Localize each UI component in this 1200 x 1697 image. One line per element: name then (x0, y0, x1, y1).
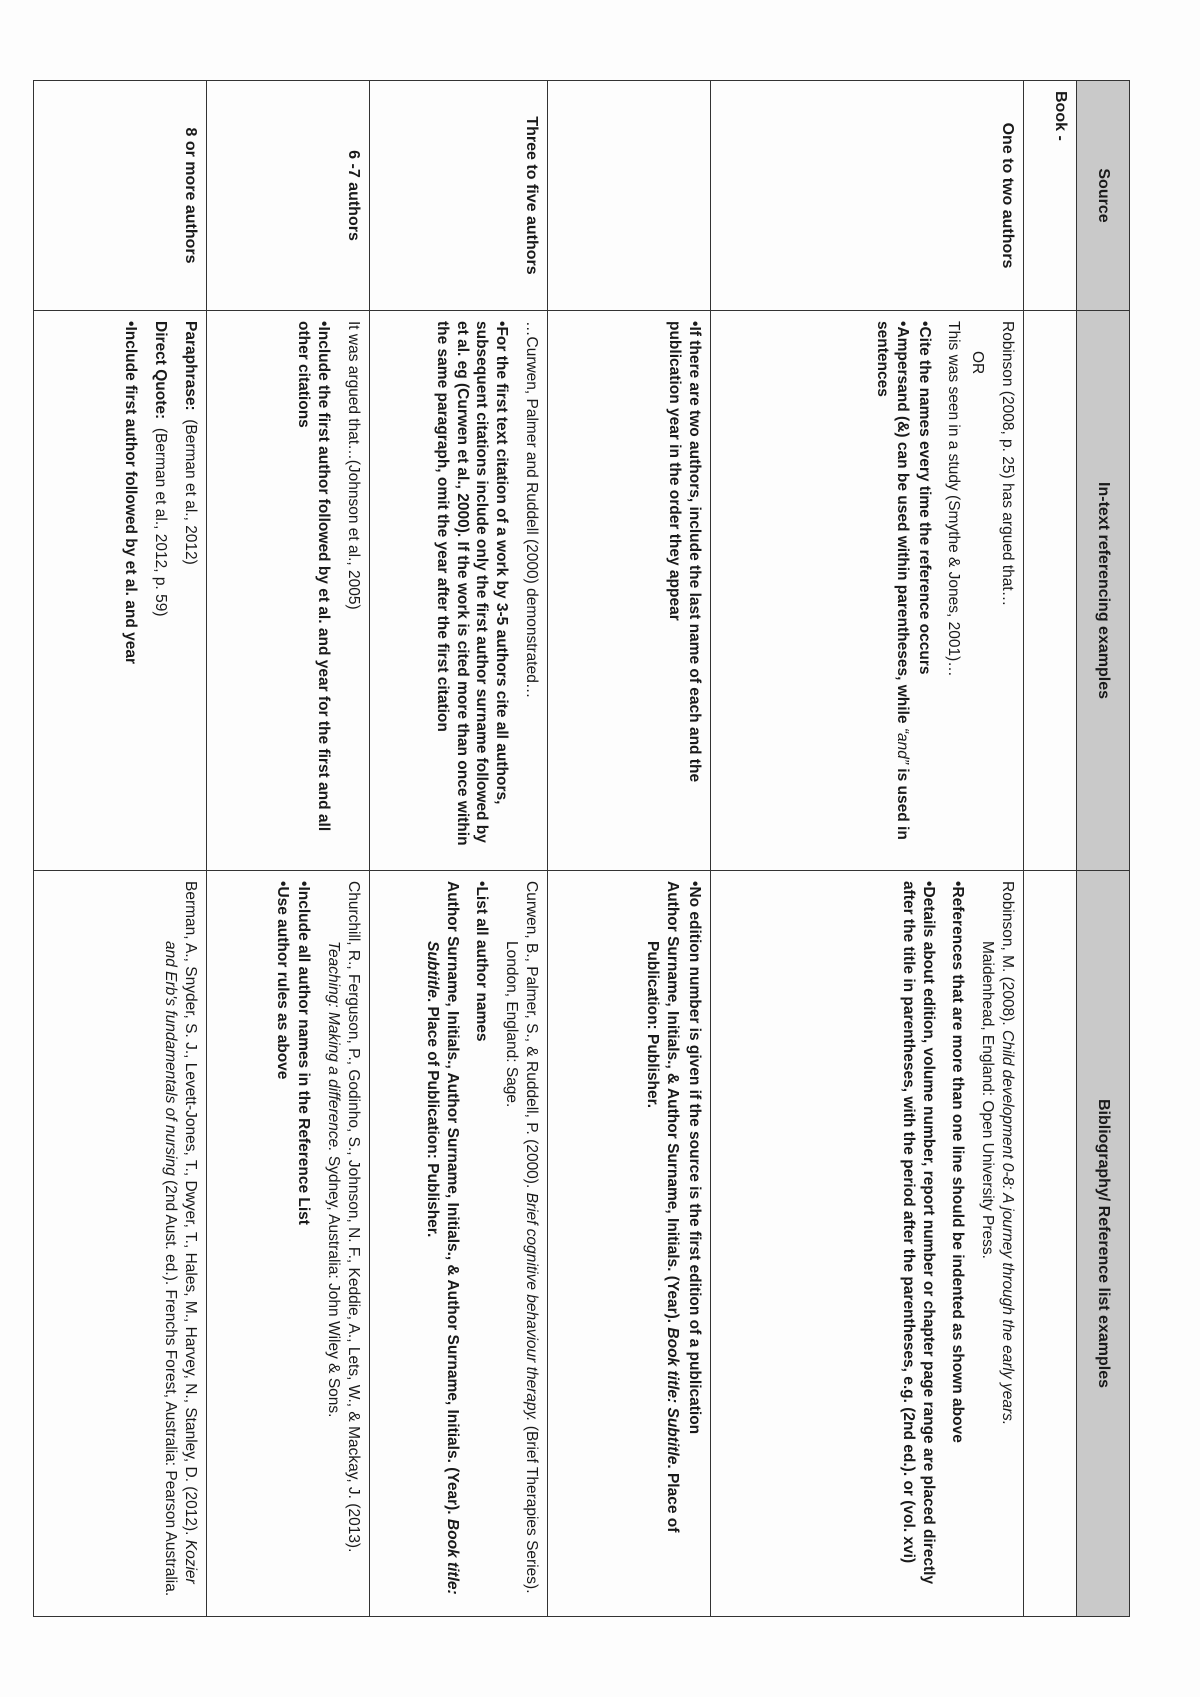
bullet2-part-b: is used in sentences (873, 321, 911, 840)
referencing-table (33, 80, 1130, 1617)
churchill-title: Teaching: Making a difference. (325, 941, 343, 1152)
book-intext-empty (1024, 311, 1077, 871)
list-all-authors-bullet: • List all author names (472, 881, 492, 1606)
format-title-3-5: Book title: Subtitle (423, 941, 461, 1595)
header-row (1077, 81, 1130, 1617)
format-publisher-3-5: . Place of Publication: Publisher. (423, 997, 441, 1238)
header-biblio: Bibliography/ Reference list examples (1077, 871, 1130, 1617)
berman-title: Kozier and Erb's fundamentals of nursing (162, 941, 199, 1584)
two-authors-bullet: • If there are two authors, include the last name of each and the publication year in the order they appear (664, 321, 704, 860)
robinson-title: Child development 0-8: A journey through the early years. (999, 1030, 1016, 1426)
one-two-bullet-1: • Cite the names every time the reference occurs (914, 321, 934, 860)
eight-more-bullet: • Include first author followed by et al. and year (121, 321, 141, 860)
berman-reference (160, 881, 200, 1606)
direct-quote-value: (Berman et al., 2012, p. 59) (152, 427, 170, 617)
six-seven-bullet: • Include the first author followed by et al. and year for the first and all other citations (294, 321, 334, 860)
two-authors-intext (548, 311, 711, 871)
six-seven-biblio (207, 871, 370, 1617)
six-seven-intext (207, 311, 370, 871)
robinson-publisher: Maidenhead, England: Open University Press. (979, 941, 997, 1259)
eight-more-authors-row (34, 81, 207, 1617)
author-rules-bullet: • Use author rules as above (272, 881, 292, 1606)
six-seven-example: It was argued that…(Johnson et al., 2005) (345, 321, 362, 610)
two-authors-biblio (548, 871, 711, 1617)
two-authors-source-empty (548, 81, 711, 311)
book-biblio-empty (1024, 871, 1077, 1617)
curwen-authors: Curwen, B., Palmer, S., & Ruddell, P. (2000). (523, 881, 540, 1193)
edition-number-bullet: • No edition number is given if the source is the first edition of a publication (684, 881, 704, 1606)
book-row (1024, 81, 1077, 1617)
include-all-names-bullet: • Include all author names in the Reference List (294, 881, 314, 1606)
three-five-biblio (370, 871, 548, 1617)
one-two-or: OR (969, 351, 987, 375)
bullet2-part-a: Ampersand (&) can be used within parentheses, while (893, 326, 911, 728)
eight-more-biblio (34, 871, 207, 1617)
robinson-reference (977, 881, 1017, 1606)
one-two-source: One to two authors (711, 81, 1024, 311)
one-two-intext (711, 311, 1024, 871)
curwen-publisher: (Brief Therapies Series). London, England: Sage. (503, 941, 540, 1594)
direct-quote-label: Direct Quote: (152, 321, 170, 420)
berman-authors: Berman, A., Snyder, S. J., Levett-Jones, T., Dwyer, T., Hales, M., Harvey, N., Stanley, D. (2012). (182, 881, 199, 1540)
direct-quote-line (150, 321, 170, 860)
format-publisher: . Place of Publication: Publisher. (644, 941, 682, 1533)
bullet2-and: “and” (893, 727, 911, 764)
churchill-reference (323, 881, 363, 1606)
header-intext: In-text referencing examples (1077, 311, 1130, 871)
two-authors-format (643, 881, 683, 1606)
paraphrase-value: (Berman et al., 2012) (182, 419, 199, 565)
curwen-title: Brief cognitive behaviour therapy. (523, 1192, 540, 1422)
three-five-source: Three to five authors (370, 81, 548, 311)
three-five-format (422, 881, 462, 1606)
one-two-example-2: This was seen in a study (Smythe & Jones, 2001)… (945, 321, 963, 677)
format-authors-3-5: Author Surname, Initials., Author Surname, Initials., & Author Surname, Initials. (Year). (443, 881, 461, 1519)
three-five-authors-row (370, 81, 548, 1617)
one-two-example-1: Robinson (2008, p. 25) has argued that… (999, 321, 1016, 607)
eight-more-intext (34, 311, 207, 871)
six-seven-source: 6 -7 authors (207, 81, 370, 311)
churchill-authors: Churchill, R., Ferguson, P., Godinho, S., Johnson, N. F., Keddie, A., Lets, W., & Mackay, J. (2013). (345, 881, 362, 1553)
robinson-authors: Robinson, M. (2008). (999, 881, 1016, 1031)
curwen-reference (501, 881, 541, 1606)
churchill-publisher: Sydney, Australia: John Wiley & Sons. (325, 1151, 343, 1418)
one-two-bullet-2 (872, 321, 912, 860)
rotated-table-container (114, 80, 1130, 1616)
indent-rule-bullet: • References that are more than one line should be indented as shown above (948, 881, 968, 1606)
three-five-example: …Curwen, Palmer and Ruddell (2000) demonstrated… (523, 321, 540, 699)
two-authors-row (548, 81, 711, 1617)
one-two-authors-row (711, 81, 1024, 1617)
berman-publisher: (2nd Aust. ed.). Frenchs Forest, Australia: Pearson Australia. (162, 1175, 180, 1597)
three-five-intext (370, 311, 548, 871)
header-source: Source (1077, 81, 1130, 311)
paraphrase-label: Paraphrase: (182, 321, 199, 411)
format-title: Book title: Subtitle (664, 1327, 682, 1465)
one-two-biblio (711, 871, 1024, 1617)
book-label: Book - (1024, 81, 1077, 311)
three-five-bullet: • For the first text citation of a work by 3-5 authors cite all authors, subsequent citations include only the first author surname followed by et al. eg (Curwen et al., 2000). If the work is cited more than once within the same paragraph, omit the year after the first citation (432, 321, 511, 860)
paraphrase-line (180, 321, 200, 860)
eight-more-source: 8 or more authors (34, 81, 207, 311)
edition-rule-bullet: • Details about edition, volume number, report number or chapter page range are placed directly after the title in parentheses, with the period after the parentheses, e.g. (2nd ed.). or (vol. xvi) (898, 881, 938, 1606)
format-authors: Author Surname, Initials., & Author Surname, Initials. (Year). (664, 881, 682, 1328)
six-seven-authors-row (207, 81, 370, 1617)
